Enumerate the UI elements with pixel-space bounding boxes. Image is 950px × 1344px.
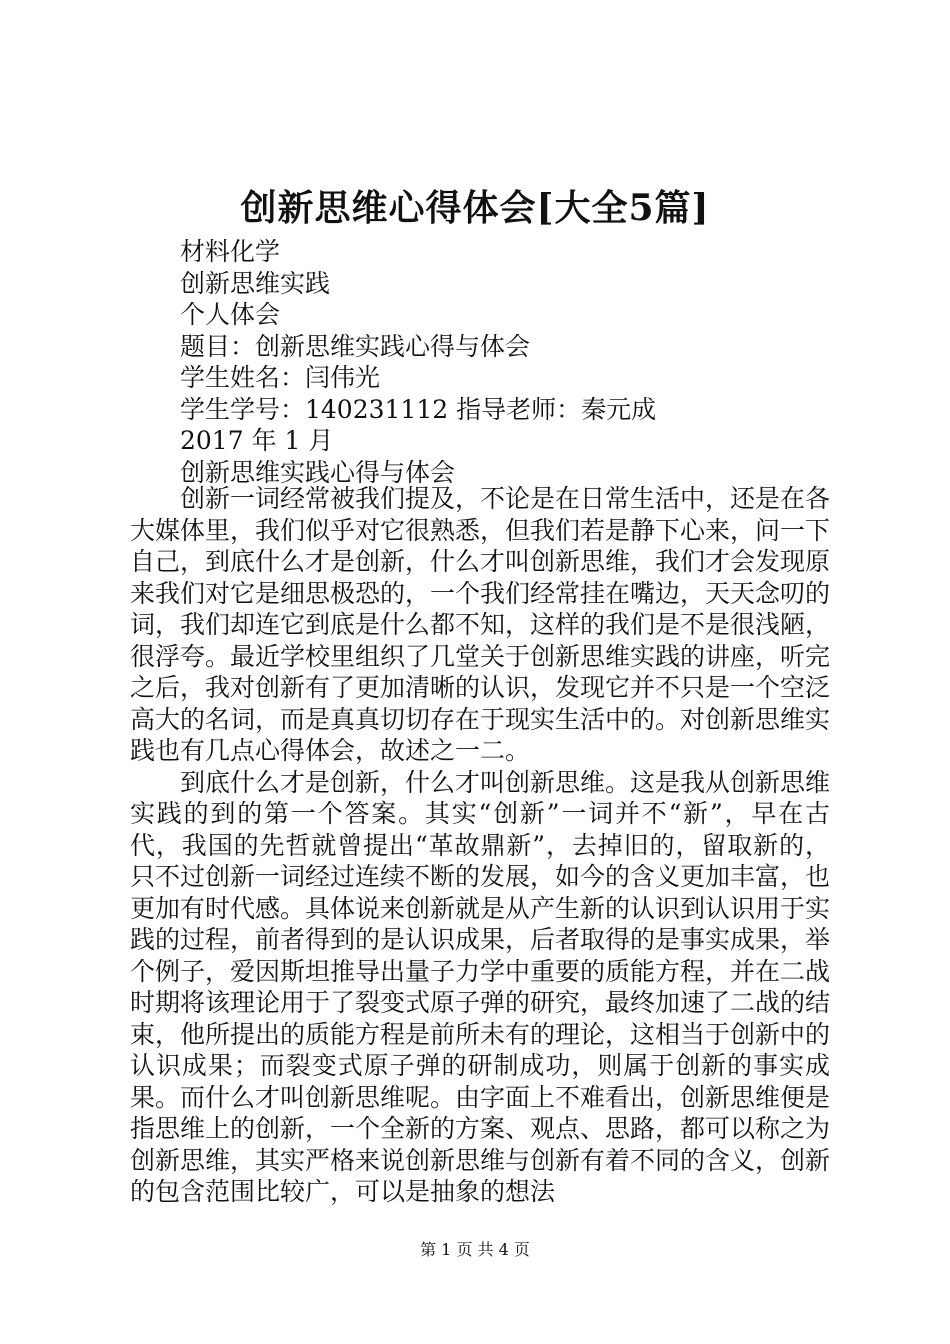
meta-line-student-name: 学生姓名：闫伟光 [180, 363, 381, 392]
paragraph: 创新一词经常被我们提及，不论是在日常生活中，还是在各大媒体里，我们似乎对它很熟悉，但我们若是静下心来，问一下自己，到底什么才是创新，什么才叫创新思维，我们才会发现原来我们对它是细思极恐的，一个我们经常挂在嘴边，天天念叨的词，我们却连它到底是什么都不知，这样的我们是不是很浅陋，很浮夸。最近学校里组织了几堂关于创新思维实践的讲座，听完之后，我对创新有了更加清晰的认识，发现它并不只是一个空泛高大的名词，而是真真切切存在于现实生活中的。对创新思维实践也有几点心得体会，故述之一二。 [130, 484, 831, 765]
meta-line-course: 创新思维实践 [180, 268, 331, 298]
document-title: 创新思维心得体会[大全5篇] [240, 187, 710, 229]
meta-line-major: 材料化学 [180, 237, 281, 266]
body-text [130, 483, 830, 1208]
meta-line-subtitle: 创新思维实践心得与体会 [180, 457, 456, 487]
meta-line-topic: 题目：创新思维实践心得与体会 [180, 331, 531, 361]
meta-line-type: 个人体会 [180, 300, 281, 329]
page-number-footer: 第 1 页 共 4 页 [420, 1240, 530, 1259]
meta-block [180, 236, 880, 488]
paragraph: 到底什么才是创新，什么才叫创新思维。这是我从创新思维实践的到的第一个答案。其实“创新”一词并不“新”，早在古代，我国的先哲就曾提出“革故鼎新”，去掉旧的，留取新的，只不过创新一词经过连续不断的发展，如今的含义更加丰富，也更加有时代感。具体说来创新就是从产生新的认识到认识用于实践的过程，前者得到的是认识成果，后者取得的是事实成果，举个例子，爱因斯坦推导出量子力学中重要的质能方程，并在二战时期将该理论用于了裂变式原子弹的研究，最终加速了二战的结束，他所提出的质能方程是前所未有的理论，这相当于创新中的认识成果；而裂变式原子弹的研制成功，则属于创新的事实成果。而什么才叫创新思维呢。由字面上不难看出，创新思维便是指思维上的创新，一个全新的方案、观点、思路，都可以称之为创新思维，其实严格来说创新思维与创新有着不同的含义，创新的包含范围比较广，可以是抽象的想法 [130, 767, 831, 1206]
meta-line-date: 2017 年 1 月 [180, 426, 334, 455]
meta-line-student-id: 学生学号：140231112 指导老师：秦元成 [180, 394, 657, 424]
